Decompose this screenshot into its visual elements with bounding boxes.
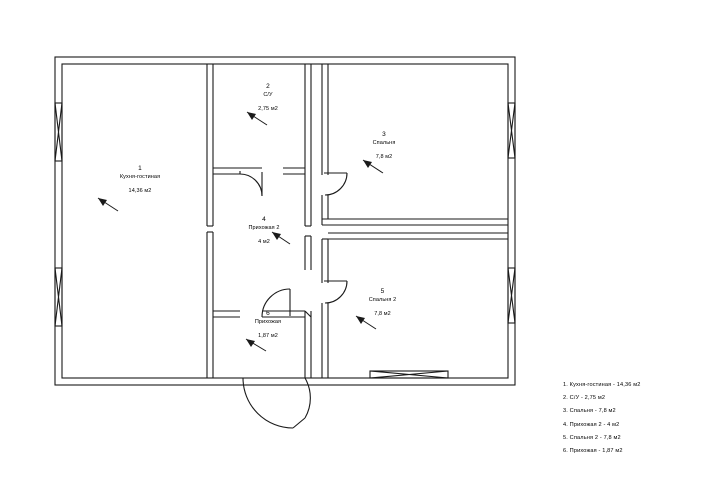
door-swing-bathroom bbox=[240, 171, 262, 196]
partition-bathroom-bottom bbox=[213, 168, 305, 174]
window-marker-left-lower bbox=[55, 268, 62, 326]
partition-bedroom3-bottom bbox=[322, 219, 508, 225]
room-number: 1 bbox=[138, 165, 142, 172]
room-number: 4 bbox=[262, 216, 266, 223]
legend-item: 5. Спальня 2 - 7,8 м2 bbox=[563, 434, 621, 441]
outer-wall-outline bbox=[55, 57, 515, 385]
partition-bathroom-right bbox=[305, 64, 311, 226]
legend bbox=[563, 383, 708, 462]
room-area: 2,75 м2 bbox=[258, 106, 278, 113]
window-marker-right-lower bbox=[508, 268, 515, 323]
legend-item: 3. Спальня - 7,8 м2 bbox=[563, 408, 616, 415]
window-marker-right-upper bbox=[508, 103, 515, 158]
outer-wall-inner-outline bbox=[62, 64, 508, 378]
room-area: 7,8 м2 bbox=[374, 311, 391, 318]
partition-bedroom5-left bbox=[322, 239, 328, 378]
legend-item: 4. Прихожая 2 - 4 м2 bbox=[563, 421, 620, 428]
door-swing-bedroom3 bbox=[324, 173, 347, 195]
room-name: Прихожая 2 bbox=[248, 224, 280, 231]
room-number: 6 bbox=[266, 310, 270, 317]
partition-bedroom5-top bbox=[328, 233, 508, 239]
room-number: 5 bbox=[380, 288, 385, 295]
window-marker-bottom bbox=[370, 371, 448, 378]
partition-hall6-right bbox=[305, 311, 311, 378]
room-number: 3 bbox=[382, 131, 386, 138]
room-name: Кухня-гостиная bbox=[119, 173, 161, 180]
door-swing-hall4 bbox=[262, 289, 290, 317]
partition-hall-divider bbox=[213, 311, 305, 317]
partition-vertical-main-lower bbox=[207, 232, 213, 378]
partition-vertical-main bbox=[207, 64, 213, 226]
legend-item: 2. С/У - 2,75 м2 bbox=[563, 395, 606, 402]
legend-item: 6. Прихожая - 1,87 м2 bbox=[563, 447, 623, 454]
window-marker-left-upper bbox=[55, 103, 62, 161]
room-name: С/У bbox=[263, 91, 273, 98]
room-area: 1,87 м2 bbox=[258, 333, 278, 340]
room-area: 14,36 м2 bbox=[128, 188, 152, 195]
room-name: Спальня 2 bbox=[368, 296, 397, 303]
room-area: 7,8 м2 bbox=[375, 154, 393, 161]
door-swing-bedroom5 bbox=[324, 281, 347, 303]
room-name: Прихожая bbox=[254, 318, 282, 325]
room-number: 2 bbox=[266, 83, 270, 90]
room-area: 4 м2 bbox=[258, 239, 270, 246]
partition-bedroom3-left bbox=[322, 64, 328, 219]
room-name: Спальня bbox=[372, 139, 396, 146]
partition-hall4-right bbox=[305, 236, 311, 270]
legend-item: 1. Кухня-гостиная - 14,36 м2 bbox=[563, 382, 641, 388]
